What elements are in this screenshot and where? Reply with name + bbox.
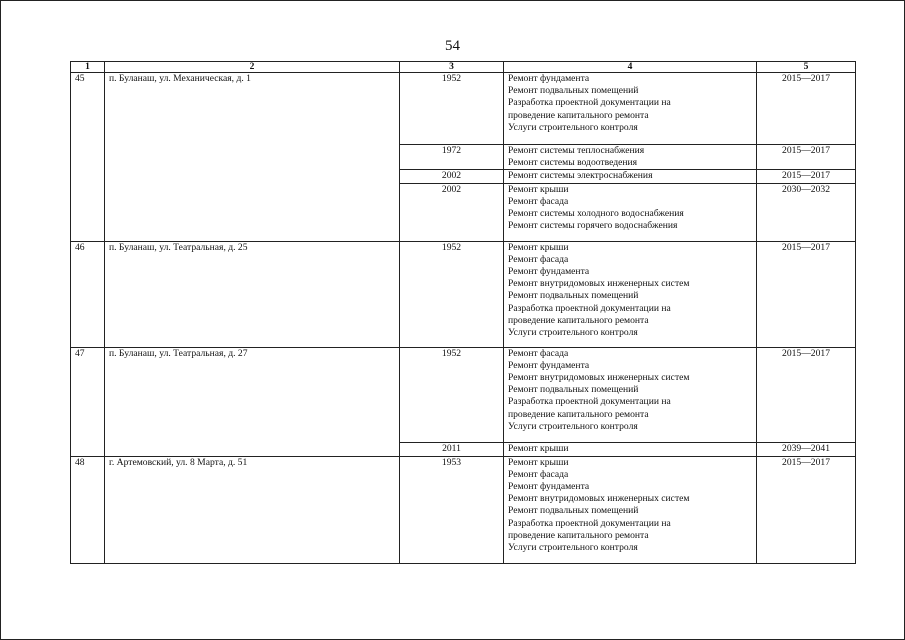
work-item: Ремонт фундамента <box>508 481 590 493</box>
work-item: Разработка проектной документации на <box>508 97 671 109</box>
year-cell: 2002 <box>400 170 504 183</box>
work-item: Ремонт системы горячего водоснабжения <box>508 220 678 232</box>
work-item: Ремонт крыши <box>508 456 569 468</box>
header-col-2: 2 <box>105 62 400 73</box>
work-item: Ремонт внутридомовых инженерных систем <box>508 372 690 384</box>
repair-schedule-table <box>70 61 856 564</box>
period-cell: 2039—2041 <box>757 442 856 456</box>
work-item: Ремонт системы теплоснабжения <box>508 145 645 156</box>
work-item: Ремонт фундамента <box>508 73 590 84</box>
work-item: проведение капитального ремонта <box>508 408 649 420</box>
works-cell <box>504 145 757 170</box>
row-number: 48 <box>71 456 105 563</box>
address-cell: п. Буланаш, ул. Театральная, д. 27 <box>105 347 400 456</box>
header-col-5: 5 <box>757 62 856 73</box>
work-item: Ремонт крыши <box>508 183 569 195</box>
works-cell <box>504 73 757 145</box>
period-cell: 2030—2032 <box>757 183 856 241</box>
work-item: Услуги строительного контроля <box>508 420 638 432</box>
work-item: Разработка проектной документации на <box>508 396 671 408</box>
work-item: проведение капитального ремонта <box>508 314 649 326</box>
work-item: Разработка проектной документации на <box>508 517 671 529</box>
work-item: Ремонт крыши <box>508 241 569 253</box>
year-cell: 1952 <box>400 241 504 347</box>
works-cell <box>504 183 757 241</box>
work-item: Ремонт внутридомовых инженерных систем <box>508 493 690 505</box>
address-cell: п. Буланаш, ул. Театральная, д. 25 <box>105 241 400 347</box>
page-number: 54 <box>445 38 460 54</box>
work-item: Ремонт подвальных помещений <box>508 290 639 302</box>
work-item: Ремонт системы холодного водоснабжения <box>508 208 684 220</box>
work-item: Ремонт подвальных помещений <box>508 384 639 396</box>
header-row <box>71 62 856 73</box>
year-cell: 1952 <box>400 347 504 442</box>
works-cell <box>504 170 757 183</box>
work-item: Ремонт фасада <box>508 468 569 480</box>
work-item: проведение капитального ремонта <box>508 109 649 121</box>
header-col-4: 4 <box>504 62 757 73</box>
work-item: Ремонт подвальных помещений <box>508 85 639 97</box>
work-item: Разработка проектной документации на <box>508 302 671 314</box>
work-item: Ремонт фундамента <box>508 359 590 371</box>
row-number: 46 <box>71 241 105 347</box>
work-item: Ремонт фундамента <box>508 266 590 278</box>
year-cell: 1972 <box>400 145 504 170</box>
work-item: Ремонт фасада <box>508 195 569 207</box>
works-cell <box>504 456 757 563</box>
period-cell: 2015—2017 <box>757 241 856 347</box>
work-item: Услуги строительного контроля <box>508 542 638 554</box>
header-col-3: 3 <box>400 62 504 73</box>
work-item: Ремонт системы водоотведения <box>508 157 638 169</box>
row-number: 47 <box>71 347 105 456</box>
address-cell: г. Артемовский, ул. 8 Марта, д. 51 <box>105 456 400 563</box>
works-cell <box>504 442 757 456</box>
row-number: 45 <box>71 73 105 242</box>
work-item: Ремонт фасада <box>508 347 569 359</box>
period-cell: 2015—2017 <box>757 347 856 442</box>
table-row <box>71 241 856 347</box>
table-row <box>71 73 856 145</box>
work-item: Ремонт внутридомовых инженерных систем <box>508 278 690 290</box>
year-cell: 2002 <box>400 183 504 241</box>
work-item: Услуги строительного контроля <box>508 121 638 133</box>
table-row <box>71 347 856 442</box>
work-item: проведение капитального ремонта <box>508 529 649 541</box>
period-cell: 2015—2017 <box>757 456 856 563</box>
period-cell: 2015—2017 <box>757 73 856 145</box>
work-item: Услуги строительного контроля <box>508 327 638 339</box>
year-cell: 1952 <box>400 73 504 145</box>
header-col-1: 1 <box>71 62 105 73</box>
work-item: Ремонт крыши <box>508 442 569 454</box>
work-item: Ремонт системы электроснабжения <box>508 170 653 182</box>
year-cell: 1953 <box>400 456 504 563</box>
table-row <box>71 456 856 563</box>
work-item: Ремонт фасада <box>508 253 569 265</box>
period-cell: 2015—2017 <box>757 170 856 183</box>
works-cell <box>504 241 757 347</box>
work-item: Ремонт подвальных помещений <box>508 505 639 517</box>
year-cell: 2011 <box>400 442 504 456</box>
address-cell: п. Буланаш, ул. Механическая, д. 1 <box>105 73 400 242</box>
works-cell <box>504 347 757 442</box>
period-cell: 2015—2017 <box>757 145 856 170</box>
